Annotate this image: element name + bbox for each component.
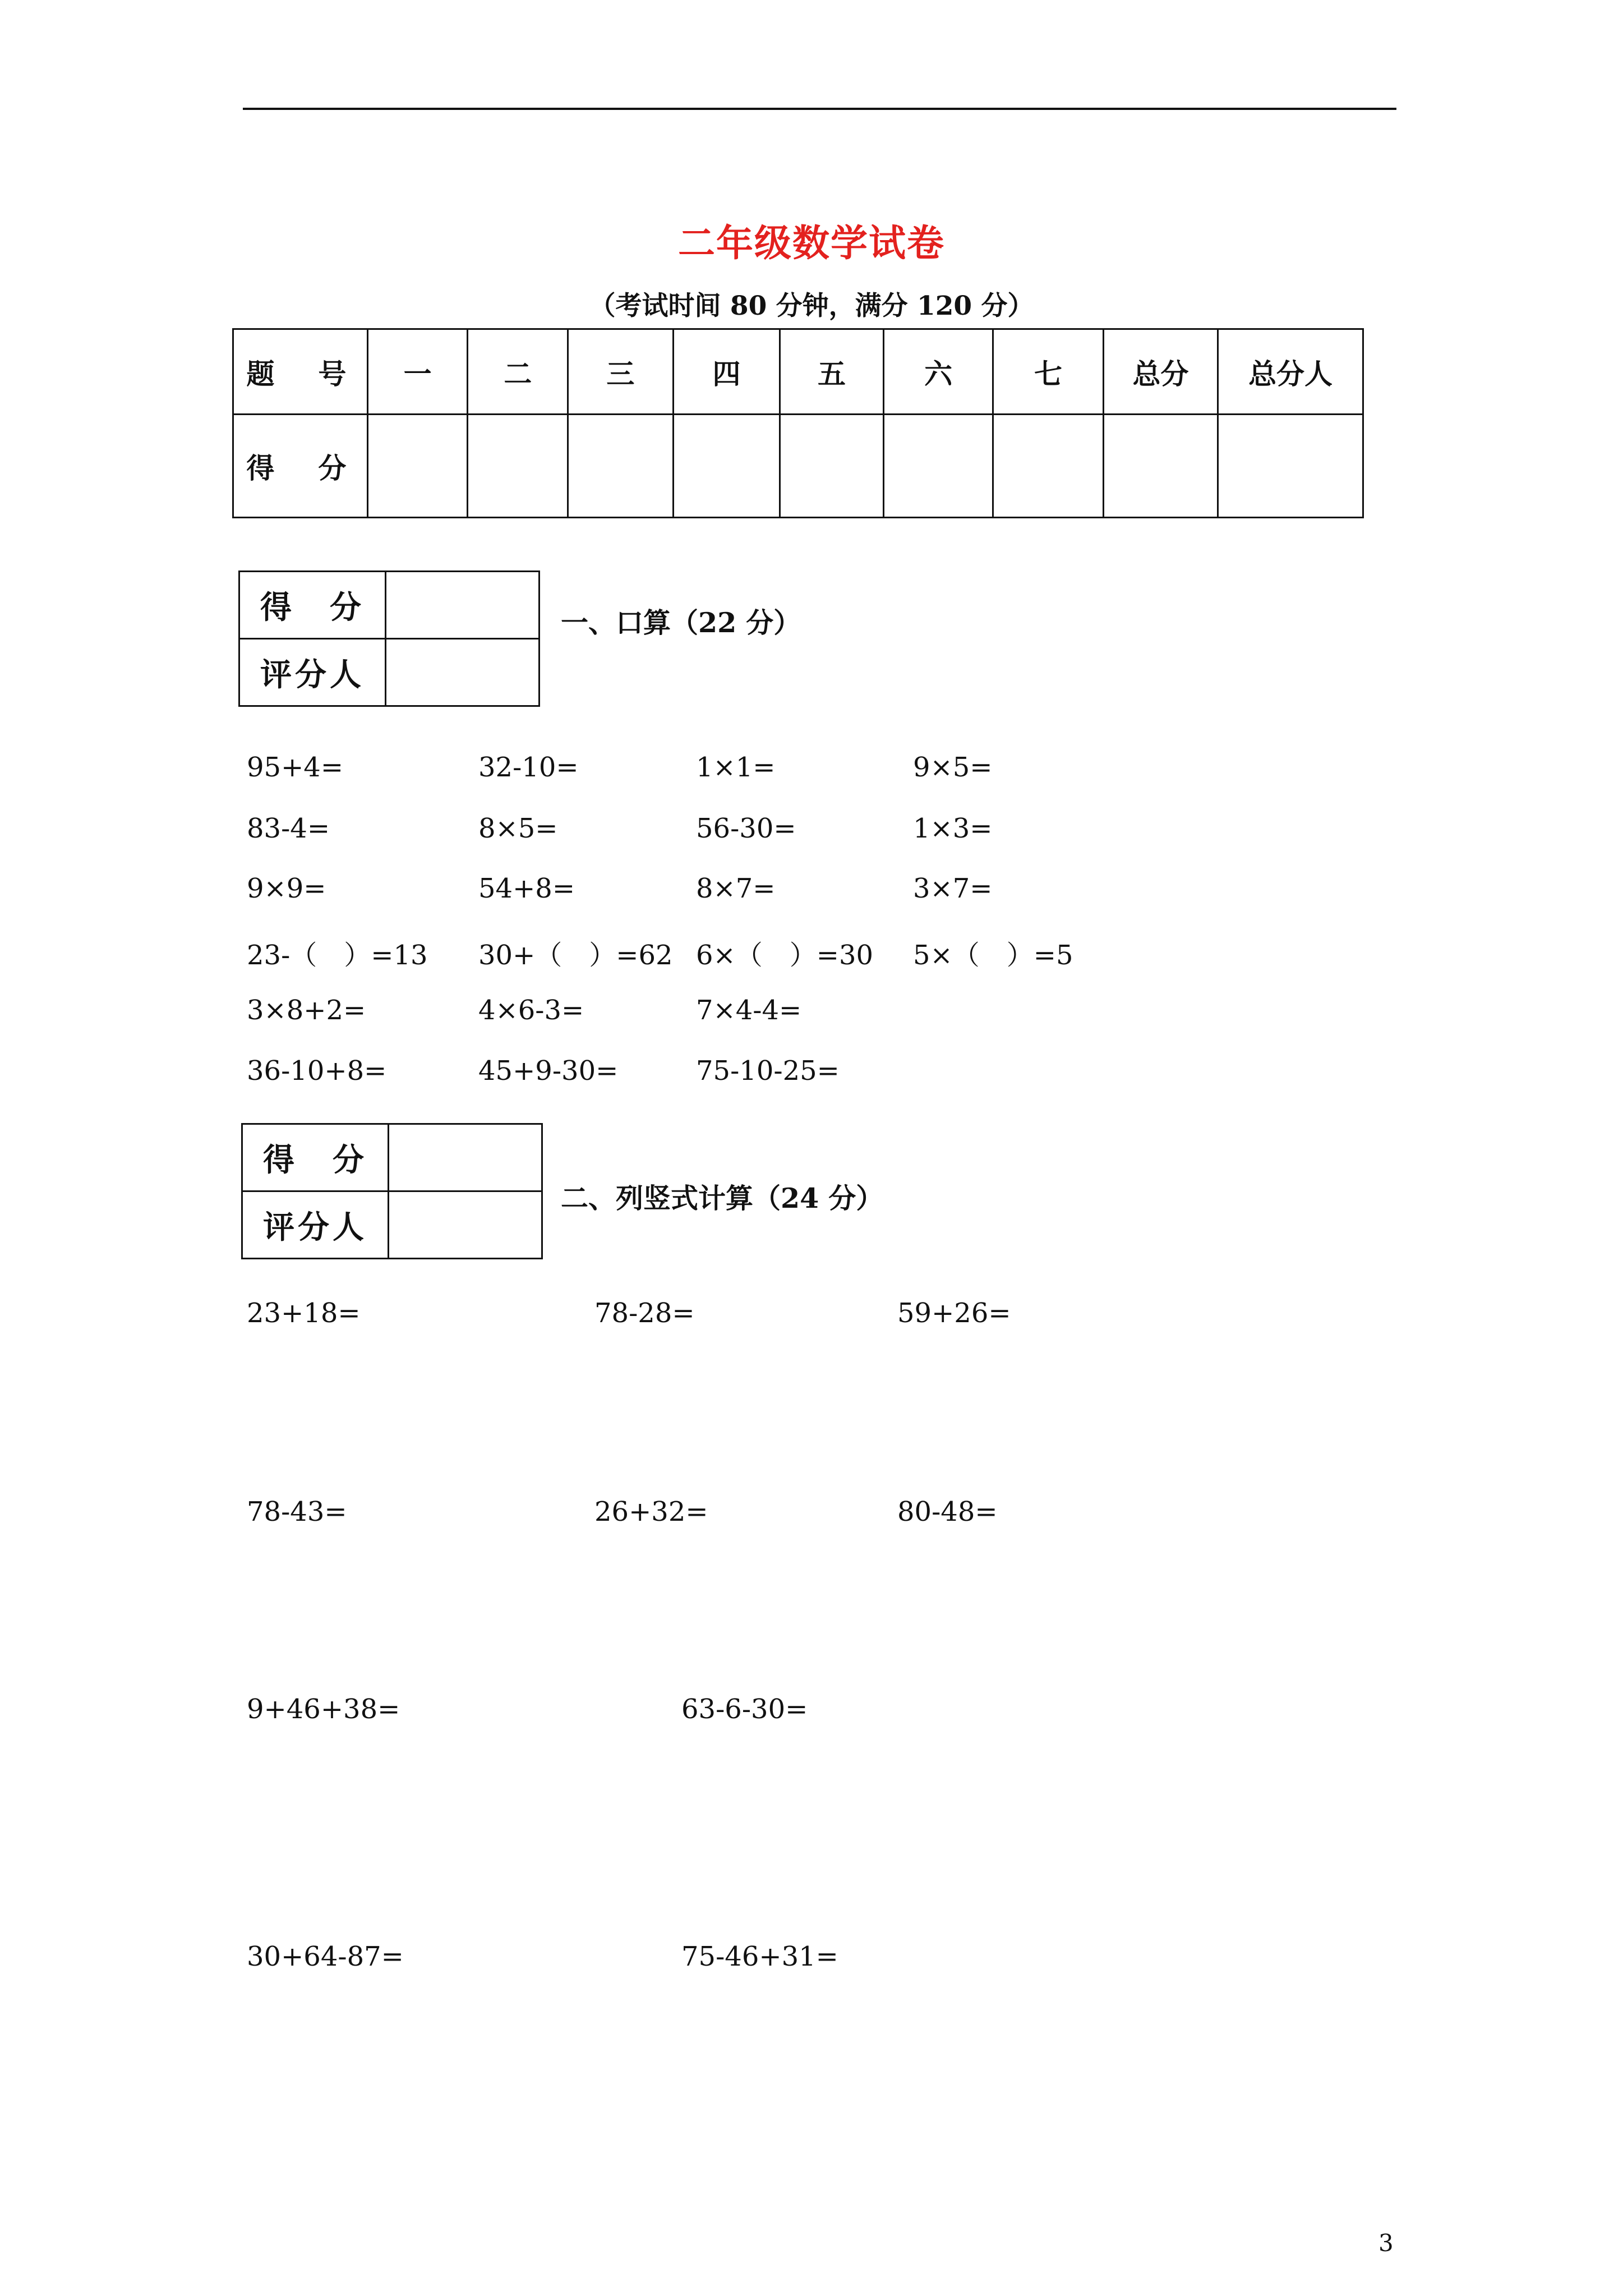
problem: 9×5= [913, 752, 993, 783]
row-label: 得 分 [233, 415, 368, 518]
problem: 30+（ ）=62 [478, 940, 673, 971]
problem: 75-10-25= [696, 1055, 840, 1087]
section2-heading: 二、列竖式计算（24 分） [561, 1182, 884, 1214]
problem: 8×7= [696, 873, 776, 904]
problem: 1×1= [696, 752, 776, 783]
col-header: 六 [883, 329, 993, 415]
problem: 6×（ ）=30 [696, 940, 874, 971]
problem: 3×8+2= [247, 995, 366, 1026]
problem: 83-4= [247, 813, 330, 844]
col-header: 题 号 [233, 329, 368, 415]
header-rule [243, 108, 1396, 110]
score-cell[interactable] [993, 415, 1103, 518]
exam-subtitle: （考试时间 80 分钟，满分 120 分） [589, 291, 1034, 321]
score-cell[interactable] [1103, 415, 1218, 518]
score-cell[interactable] [883, 415, 993, 518]
problem: 80-48= [897, 1496, 998, 1527]
problem: 30+64-87= [247, 1941, 404, 1972]
grader-label: 评分人 [239, 639, 386, 706]
col-header: 三 [568, 329, 674, 415]
problem: 1×3= [913, 813, 993, 844]
problem: 7×4-4= [696, 995, 802, 1026]
score-cell[interactable] [386, 572, 540, 639]
section1-heading: 一、口算（22 分） [561, 606, 801, 639]
problem: 8×5= [478, 813, 558, 844]
problem: 23+18= [247, 1297, 361, 1329]
problem: 26+32= [594, 1496, 708, 1527]
problem: 23-（ ）=13 [247, 940, 428, 971]
score-cell[interactable] [568, 415, 674, 518]
problem: 32-10= [478, 752, 579, 783]
col-header: 总分 [1103, 329, 1218, 415]
page-number: 3 [1378, 2229, 1394, 2257]
problem: 4×6-3= [478, 995, 584, 1026]
problem: 9+46+38= [247, 1694, 400, 1725]
score-summary-table [232, 328, 1364, 518]
col-header: 七 [993, 329, 1103, 415]
col-header: 二 [468, 329, 568, 415]
grader-cell[interactable] [389, 1191, 542, 1259]
score-cell[interactable] [1218, 415, 1363, 518]
exam-title: 二年级数学试卷 [678, 221, 945, 265]
grader-cell[interactable] [386, 639, 540, 706]
col-header: 总分人 [1218, 329, 1363, 415]
problem: 54+8= [478, 873, 575, 904]
score-cell[interactable] [389, 1124, 542, 1191]
problem: 45+9-30= [478, 1055, 619, 1087]
problem: 9×9= [247, 873, 326, 904]
problem: 56-30= [696, 813, 796, 844]
problem: 78-43= [247, 1496, 347, 1527]
section2-score-box [241, 1123, 543, 1259]
score-cell[interactable] [468, 415, 568, 518]
problem: 95+4= [247, 752, 344, 783]
section1-score-box [238, 570, 540, 707]
score-label: 得 分 [242, 1124, 389, 1191]
problem: 63-6-30= [681, 1694, 808, 1725]
col-header: 一 [367, 329, 468, 415]
problem: 75-46+31= [681, 1941, 838, 1972]
problem: 36-10+8= [247, 1055, 387, 1087]
grader-label: 评分人 [242, 1191, 389, 1259]
score-label: 得 分 [239, 572, 386, 639]
col-header: 四 [673, 329, 780, 415]
problem: 59+26= [897, 1297, 1011, 1329]
problem: 78-28= [594, 1297, 695, 1329]
score-cell[interactable] [367, 415, 468, 518]
problem: 5×（ ）=5 [913, 940, 1073, 971]
problem: 3×7= [913, 873, 993, 904]
col-header: 五 [780, 329, 884, 415]
score-cell[interactable] [673, 415, 780, 518]
score-cell[interactable] [780, 415, 884, 518]
